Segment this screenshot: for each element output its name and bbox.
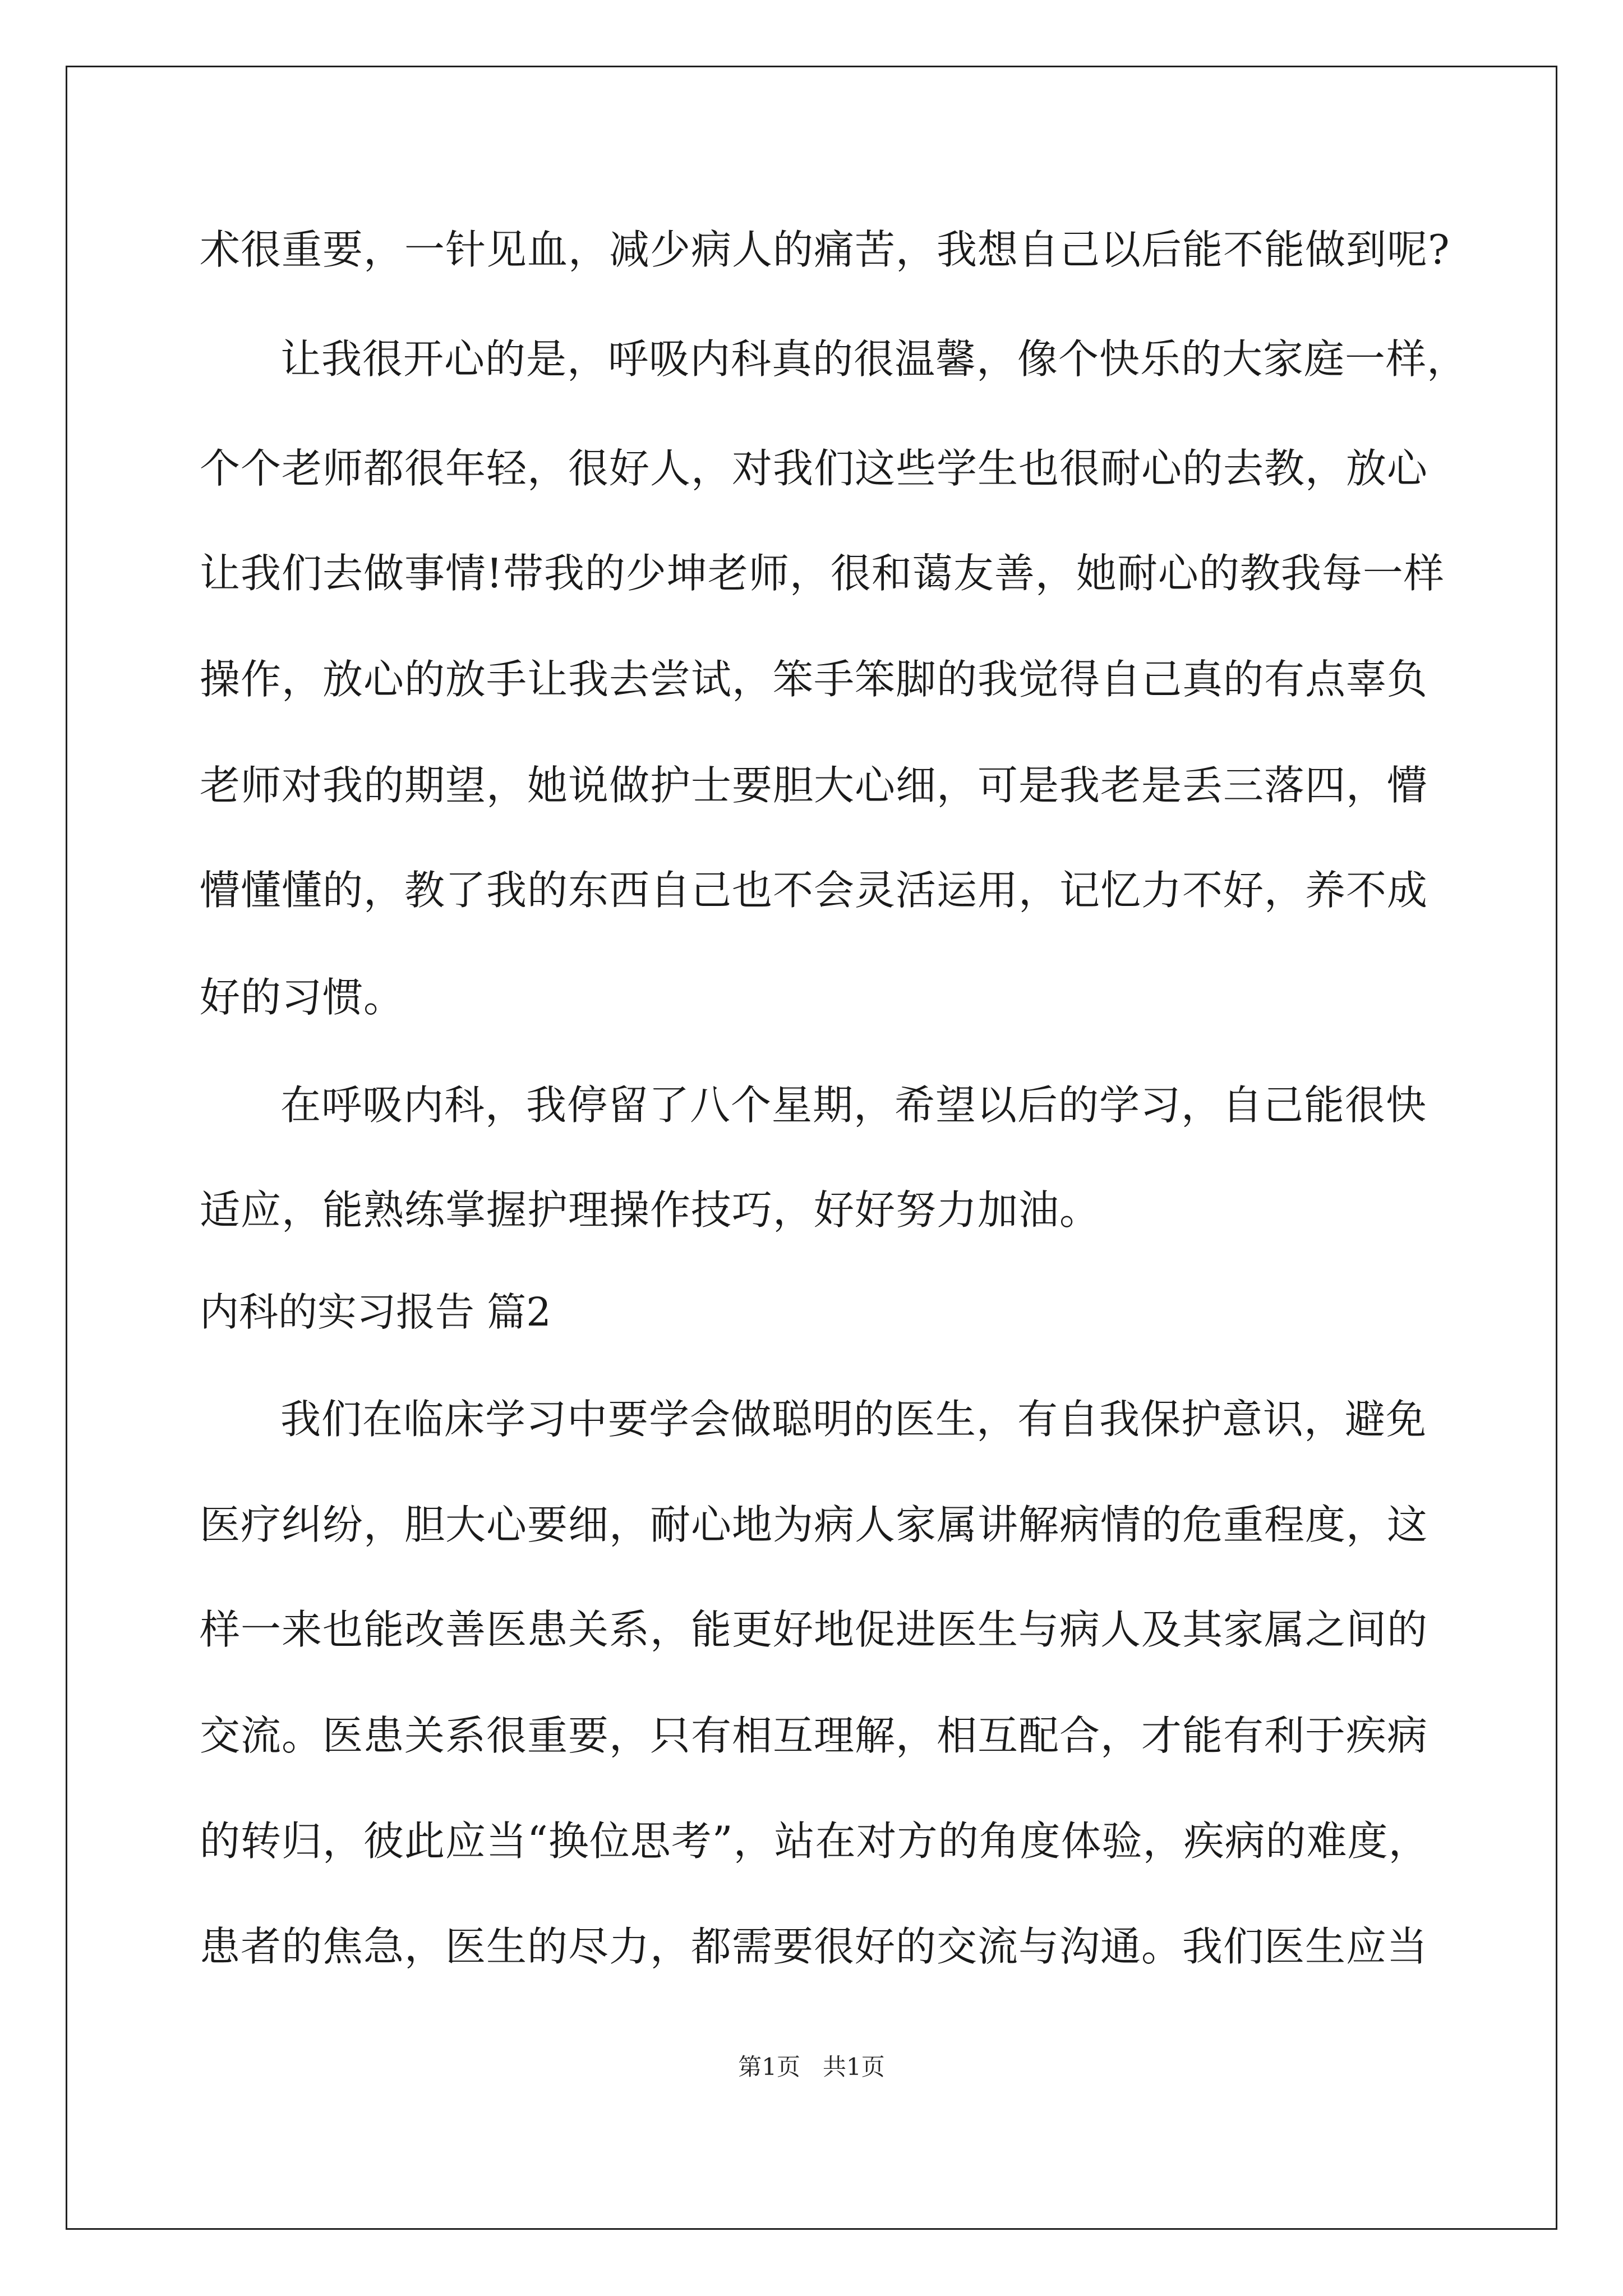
paragraph-line: 患者的焦急，医生的尽力，都需要很好的交流与沟通。我们医生应当	[200, 1923, 1428, 1970]
paragraph-line: 术很重要，一针见血，减少病人的痛苦，我想自己以后能不能做到呢?	[200, 226, 1450, 273]
paragraph-line: 交流。医患关系很重要，只有相互理解，相互配合，才能有利于疾病	[200, 1712, 1428, 1759]
paragraph-line: 让我们去做事情!带我的少坤老师，很和蔼友善，她耐心的教我每一样	[200, 550, 1445, 597]
paragraph-line: 的转归，彼此应当“换位思考”，站在对方的角度体验，疾病的难度，	[200, 1818, 1430, 1865]
paragraph-line: 让我很开心的是，呼吸内科真的很温馨，像个快乐的大家庭一样，	[280, 335, 1468, 383]
page-footer: 第1页 共1页	[738, 2053, 885, 2081]
paragraph-line: 老师对我的期望，她说做护士要胆大心细，可是我老是丢三落四，懵	[200, 762, 1428, 809]
paragraph-line: 我们在临床学习中要学会做聪明的医生，有自我保护意识，避免	[280, 1396, 1427, 1443]
section-heading: 内科的实习报告 篇2	[200, 1289, 551, 1335]
paragraph-line: 懵懂懂的，教了我的东西自己也不会灵活运用，记忆力不好，养不成	[200, 867, 1428, 914]
paragraph-line: 样一来也能改善医患关系，能更好地促进医生与病人及其家属之间的	[200, 1606, 1428, 1653]
paragraph-line: 在呼吸内科，我停留了八个星期，希望以后的学习，自己能很快	[280, 1082, 1427, 1129]
paragraph-line: 操作，放心的放手让我去尝试，笨手笨脚的我觉得自己真的有点辜负	[200, 656, 1428, 703]
paragraph-line: 个个老师都很年轻，很好人，对我们这些学生也很耐心的去教，放心	[200, 445, 1428, 492]
paragraph-line: 医疗纠纷，胆大心要细，耐心地为病人家属讲解病情的危重程度，这	[200, 1501, 1428, 1548]
paragraph-line: 好的习惯。	[200, 974, 405, 1021]
page-border	[66, 66, 1557, 2230]
paragraph-line: 适应，能熟练掌握护理操作技巧，好好努力加油。	[200, 1186, 1101, 1234]
